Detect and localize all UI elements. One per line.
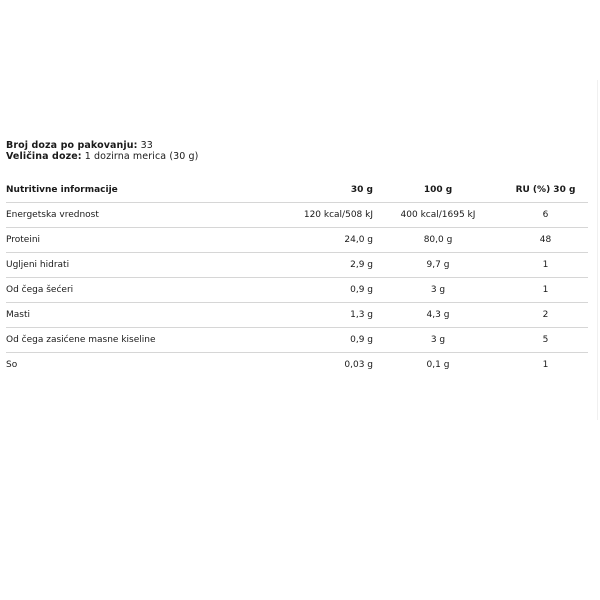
table-row (6, 203, 588, 228)
row-value-ru: 1 (503, 253, 588, 278)
row-value-100g: 0,1 g (426, 360, 450, 370)
serving-size-label: Veličina doze: (6, 151, 82, 162)
row-value-30g: 2,9 g (278, 253, 373, 278)
table-row (6, 278, 588, 303)
row-value-30g: 0,03 g (344, 360, 373, 370)
serving-size-value: 1 dozirna merica (30 g) (84, 151, 199, 162)
row-value-100g: 80,0 g (373, 228, 503, 253)
row-value-ru: 1 (503, 278, 588, 303)
row-value-ru: 2 (503, 303, 588, 328)
row-label: Energetska vrednost (6, 203, 278, 228)
table-header-row (6, 178, 588, 203)
page-edge-divider (597, 80, 598, 420)
row-value-30g: 0,9 g (278, 278, 373, 303)
row-label: Od čega šećeri (6, 278, 278, 303)
header-per-100g: 100 g (373, 178, 503, 203)
nutrition-table (6, 178, 588, 377)
servings-label: Broj doza po pakovanju: (6, 140, 138, 151)
header-ru-percent: RU (%) 30 g (503, 178, 588, 203)
table-row (6, 353, 588, 378)
table-row (6, 253, 588, 278)
row-value-100g: 3 g (373, 328, 503, 353)
row-value-30g: 0,9 g (278, 328, 373, 353)
row-label: Od čega zasićene masne kiseline (6, 328, 278, 353)
table-row (6, 303, 588, 328)
header-per-30g: 30 g (278, 178, 373, 203)
row-label: So (6, 360, 18, 370)
servings-value: 33 (140, 140, 153, 151)
row-label: Masti (6, 303, 278, 328)
servings-per-package (6, 140, 198, 151)
row-value-ru: 1 (542, 360, 549, 370)
row-value-ru: 48 (503, 228, 588, 253)
header-nutrition-info: Nutritivne informacije (6, 178, 278, 203)
row-value-ru: 5 (503, 328, 588, 353)
row-value-30g: 24,0 g (278, 228, 373, 253)
row-value-ru: 6 (503, 203, 588, 228)
row-label: Ugljeni hidrati (6, 253, 278, 278)
row-value-100g: 9,7 g (373, 253, 503, 278)
row-value-30g: 120 kcal/508 kJ (278, 203, 373, 228)
serving-info (6, 140, 198, 162)
row-value-100g: 400 kcal/1695 kJ (373, 203, 503, 228)
table-row (6, 328, 588, 353)
row-value-100g: 4,3 g (373, 303, 503, 328)
table-row (6, 228, 588, 253)
row-label: Proteini (6, 228, 278, 253)
row-value-100g: 3 g (373, 278, 503, 303)
row-value-30g: 1,3 g (278, 303, 373, 328)
serving-size (6, 151, 198, 162)
